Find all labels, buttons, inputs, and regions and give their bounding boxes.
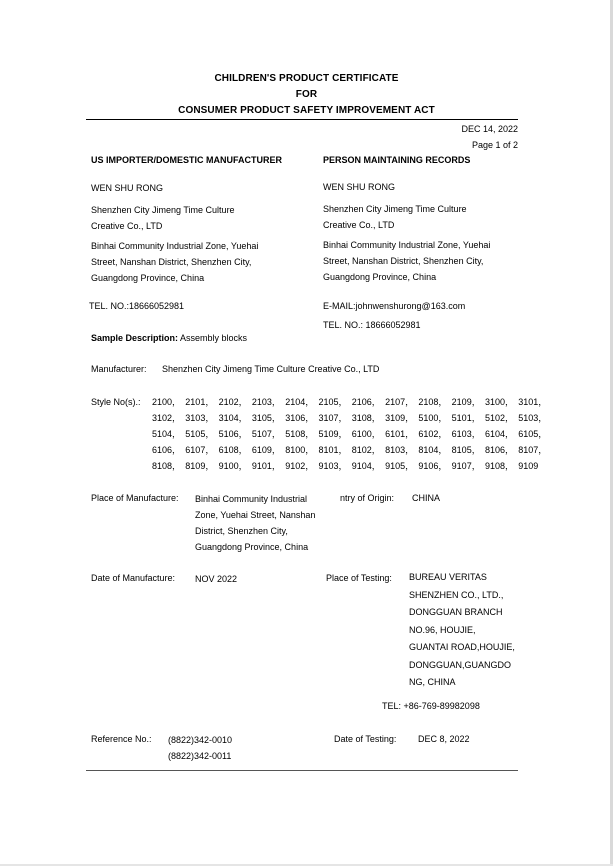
style-number: 9102， [285,461,315,471]
style-number: 5103， [518,413,548,423]
title-line-3: CONSUMER PRODUCT SAFETY IMPROVEMENT ACT [178,105,435,116]
place-of-manufacture-label: Place of Manufacture: [91,493,179,503]
style-number: 3109， [385,413,415,423]
style-number: 8100， [285,445,315,455]
style-number: 9101， [251,461,281,471]
style-number: 9109 [518,461,539,471]
place-of-testing-line: NO.96, HOUJIE, [409,624,476,635]
place-of-manufacture-line-2: Zone, Yuehai Street, Nanshan [195,510,316,520]
style-number: 2105， [318,397,348,407]
records-company-2: Creative Co., LTD [323,220,395,230]
style-row-4 [152,442,552,458]
style-row-1 [152,394,552,410]
place-of-testing-line: GUANTAI ROAD,HOUJIE, [409,642,515,652]
style-number: 3102， [152,413,182,423]
style-number: 5100， [418,413,448,423]
footer-rule [86,770,518,771]
style-number: 6102， [418,429,448,439]
style-number: 2107， [385,397,415,407]
style-number: 6108， [218,445,248,455]
style-number: 5108， [285,429,315,439]
date-of-testing-value: DEC 8, 2022 [418,734,470,744]
style-number: 3107， [318,413,348,423]
place-of-manufacture-line-1: Binhai Community Industrial [195,494,308,504]
style-number: 6100， [351,429,381,439]
style-number: 8108， [152,461,182,471]
place-of-testing-label: Place of Testing: [326,573,392,583]
style-number: 3106， [285,413,315,423]
sample-value: Assembly blocks [178,333,248,343]
style-number: 9105， [385,461,415,471]
reference-value-1: (8822)342-0010 [168,735,233,745]
style-number: 5102， [484,413,514,423]
manufacturer-value: Shenzhen City Jimeng Time Culture Creative Co., LTD [162,364,380,374]
style-number: 8103， [385,445,415,455]
style-number: 5106， [218,429,248,439]
place-of-testing-address [409,569,515,692]
place-of-manufacture-line-4: Guangdong Province, China [195,542,309,552]
style-number: 2102， [218,397,248,407]
style-number: 6105， [518,429,548,439]
title-rule [86,119,518,120]
place-of-testing-line: BUREAU VERITAS [409,572,487,582]
style-number: 5105， [185,429,215,439]
style-number: 3101， [518,397,548,407]
style-number: 6103， [451,429,481,439]
style-number: 2104， [285,397,315,407]
style-number: 3104， [218,413,248,423]
style-number: 9107， [451,461,481,471]
style-number: 8105， [451,445,481,455]
style-number: 6109， [251,445,281,455]
records-address-1: Binhai Community Industrial Zone, Yuehai [323,240,491,250]
style-row-2 [152,410,552,426]
records-heading: PERSON MAINTAINING RECORDS [323,155,471,165]
style-number: 6107， [185,445,215,455]
style-number: 2100， [152,397,182,407]
style-number: 8102， [351,445,381,455]
reference-value-2: (8822)342-0011 [168,751,232,761]
style-number: 2103， [251,397,281,407]
style-number: 3105， [251,413,281,423]
place-of-testing-line: SHENZHEN CO., LTD., [409,589,504,600]
importer-address-3: Guangdong Province, China [91,273,205,283]
importer-name: WEN SHU RONG [91,183,163,193]
records-company-1: Shenzhen City Jimeng Time Culture [323,204,467,214]
style-row-5 [152,458,552,474]
style-number: 9104， [351,461,381,471]
place-of-testing-line: DONGGUAN,GUANGDO [409,659,512,670]
importer-tel: TEL. NO.:18666052981 [89,301,185,311]
records-address-2: Street, Nanshan District, Shenzhen City, [323,256,484,266]
origin-label: ntry of Origin: [340,493,395,503]
style-number: 6106， [152,445,182,455]
records-email: E-MAIL:johnwenshurong@163.com [323,301,466,311]
style-number: 8106， [484,445,514,455]
style-row-3 [152,426,552,442]
page-number: Page 1 of 2 [471,140,518,150]
place-of-testing-line: DONGGUAN BRANCH [409,607,503,617]
importer-address-1: Binhai Community Industrial Zone, Yuehai [91,241,259,251]
style-number: 5109， [318,429,348,439]
sample-description [91,330,247,346]
style-number: 8104， [418,445,448,455]
style-number: 3100， [484,397,514,407]
records-name: WEN SHU RONG [323,182,395,192]
date-of-manufacture-label: Date of Manufacture: [91,573,176,583]
records-tel: TEL. NO.: 18666052981 [323,320,421,330]
style-number: 9100， [218,461,248,471]
style-number: 2109， [451,397,481,407]
origin-value: CHINA [412,493,441,503]
reference-label: Reference No.: [91,734,152,744]
style-number: 3108， [351,413,381,423]
manufacturer-label: Manufacturer: [91,364,147,374]
style-number: 2108， [418,397,448,407]
style-label: Style No(s).: [91,397,141,407]
title-line-1: CHILDREN'S PRODUCT CERTIFICATE [214,73,399,84]
document-date: DEC 14, 2022 [461,124,518,134]
style-number: 3103， [185,413,215,423]
style-number: 9106， [418,461,448,471]
importer-company-2: Creative Co., LTD [91,221,163,231]
style-number: 8101， [318,445,348,455]
style-number: 8107， [518,445,548,455]
style-number: 8109， [185,461,215,471]
style-number: 9103， [318,461,348,471]
date-of-testing-label: Date of Testing: [334,734,397,744]
style-number: 2106， [351,397,381,407]
style-number: 6104， [484,429,514,439]
style-number: 5101， [451,413,481,423]
style-number: 5104， [152,429,182,439]
style-number: 6101， [385,429,415,439]
date-of-manufacture-value: NOV 2022 [195,574,238,584]
title-line-2: FOR [295,89,318,100]
importer-company-1: Shenzhen City Jimeng Time Culture [91,205,235,215]
records-address-3: Guangdong Province, China [323,272,437,282]
style-number: 5107， [251,429,281,439]
place-of-manufacture-line-3: District, Shenzhen City, [195,526,288,536]
importer-heading: US IMPORTER/DOMESTIC MANUFACTURER [91,155,282,165]
style-number: 2101， [185,397,215,407]
place-of-testing-line: NG, CHINA [409,677,456,687]
style-number: 9108， [484,461,514,471]
sample-label: Sample Description: [91,333,179,343]
importer-address-2: Street, Nanshan District, Shenzhen City, [91,257,252,267]
testing-lab-tel: TEL: +86-769-89982098 [382,701,480,711]
